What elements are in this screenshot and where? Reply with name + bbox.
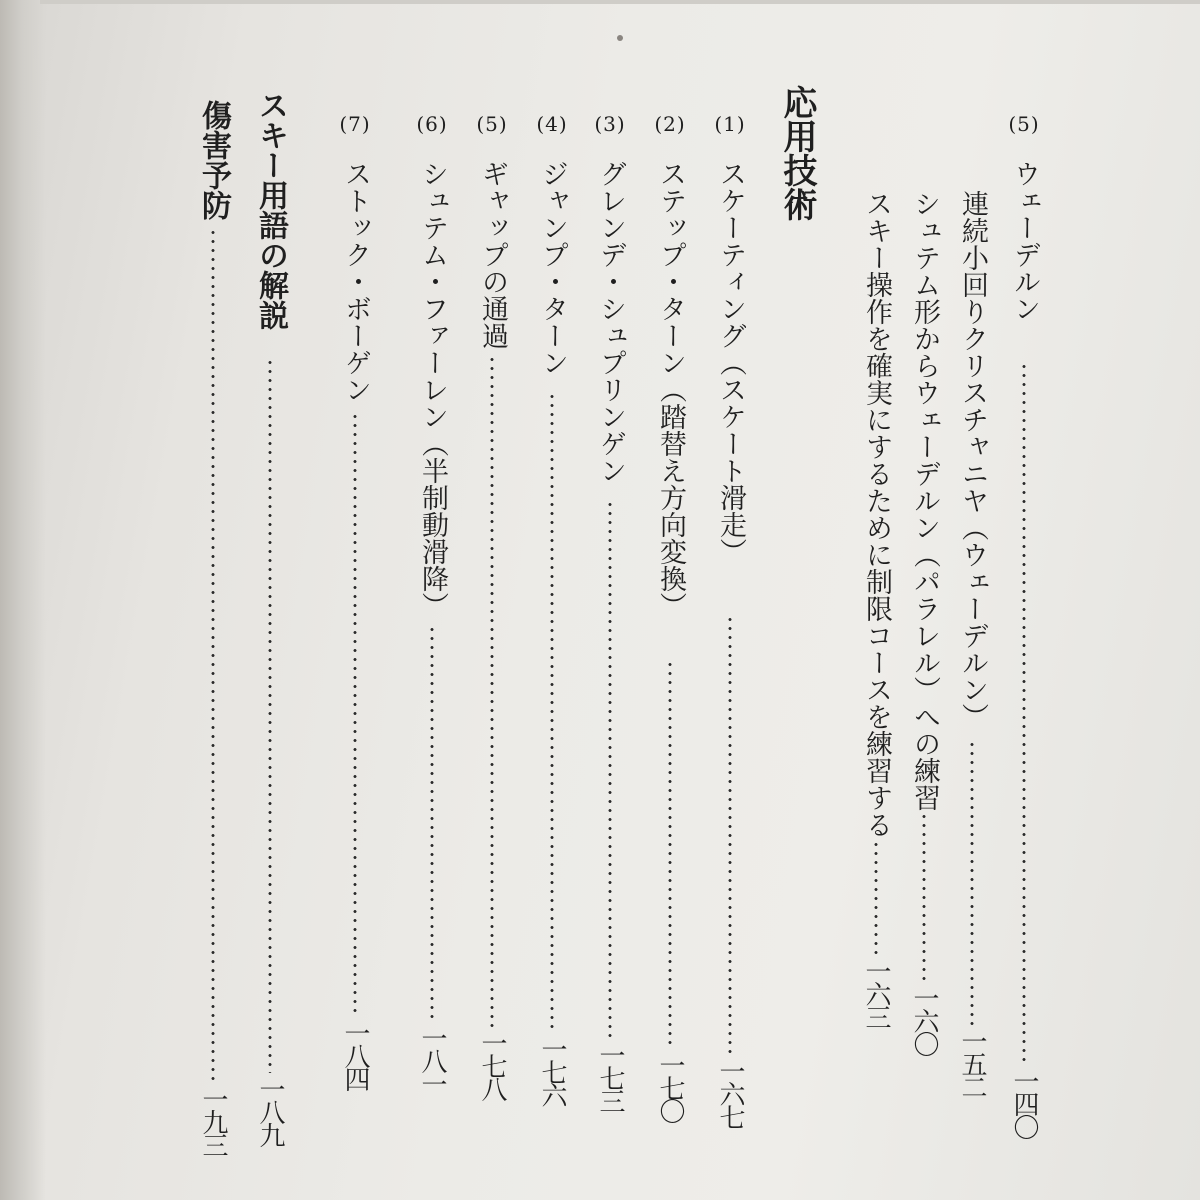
toc-item-5-page: 一七八 bbox=[477, 1030, 507, 1099]
toc-subitem-1-page: 一五二 bbox=[957, 1028, 987, 1097]
toc-subitem-2: シュテム形からウェーデルン（パラレル）への練習 bbox=[909, 190, 940, 811]
toc-item-3: グレンデ・シュプリンゲン bbox=[595, 160, 626, 484]
toc-item-7-page: 一八四 bbox=[340, 1020, 370, 1089]
dot-leader bbox=[728, 615, 732, 1055]
toc-item-6-page: 一八一 bbox=[417, 1025, 447, 1094]
toc-number: (1) bbox=[714, 112, 746, 136]
dot-leader bbox=[211, 228, 215, 1083]
toc-item-4: ジャンプ・ターン bbox=[537, 160, 568, 376]
toc-number: (6) bbox=[416, 112, 448, 136]
toc-number: (7) bbox=[339, 112, 371, 136]
dot-leader bbox=[668, 660, 672, 1050]
toc-item-4-page: 一七六 bbox=[537, 1036, 567, 1105]
toc-item-7: ストック・ボーゲン bbox=[340, 160, 371, 403]
toc-glossary-page: 一八九 bbox=[255, 1076, 285, 1145]
dot-leader bbox=[490, 355, 494, 1027]
toc-title-wedeln: ウェーデルン bbox=[1009, 160, 1040, 322]
toc-item-6: シュテム・ファーレン（半制動滑降） bbox=[417, 160, 448, 619]
dot-leader bbox=[874, 840, 878, 955]
toc-subitem-2-page: 一六〇 bbox=[909, 985, 939, 1054]
paper-speck bbox=[617, 35, 623, 41]
toc-number-section5: (5) bbox=[1008, 112, 1040, 136]
dot-leader bbox=[608, 500, 612, 1040]
toc-number: (2) bbox=[654, 112, 686, 136]
toc-subitem-3: スキー操作を確実にするために制限コースを練習する bbox=[861, 190, 892, 838]
dot-leader bbox=[1022, 362, 1026, 1067]
toc-item-1-page: 一六七 bbox=[715, 1058, 745, 1127]
toc-item-3-page: 一七三 bbox=[595, 1042, 625, 1111]
chapter-heading: 応用技術 bbox=[777, 85, 817, 221]
binding-shadow bbox=[0, 0, 46, 1200]
toc-subitem-3-page: 一六三 bbox=[861, 958, 891, 1027]
toc-subitem-1: 連続小回りクリスチャニヤ（ウェーデルン） bbox=[957, 190, 988, 730]
dot-leader bbox=[970, 740, 974, 1025]
toc-number: (3) bbox=[594, 112, 626, 136]
dot-leader bbox=[922, 812, 926, 982]
toc-item-2: ステップ・ターン（踏替え方向変換） bbox=[655, 160, 686, 619]
dot-leader bbox=[268, 358, 272, 1073]
toc-item-1: スケーティング（スケート滑走） bbox=[715, 160, 746, 565]
toc-glossary: スキー用語の解説 bbox=[253, 90, 288, 330]
toc-item-5: ギャップの通過 bbox=[477, 160, 508, 349]
toc-number: (5) bbox=[476, 112, 508, 136]
dot-leader bbox=[430, 625, 434, 1023]
toc-page-wedeln: 一四〇 bbox=[1009, 1068, 1039, 1137]
dot-leader bbox=[353, 412, 357, 1017]
toc-injury-page: 一九三 bbox=[198, 1086, 228, 1155]
toc-number: (4) bbox=[536, 112, 568, 136]
dot-leader bbox=[550, 392, 554, 1032]
page-top-edge bbox=[40, 0, 1200, 4]
toc-item-2-page: 一七〇 bbox=[655, 1052, 685, 1121]
toc-injury-prevention: 傷害予防 bbox=[196, 100, 231, 220]
